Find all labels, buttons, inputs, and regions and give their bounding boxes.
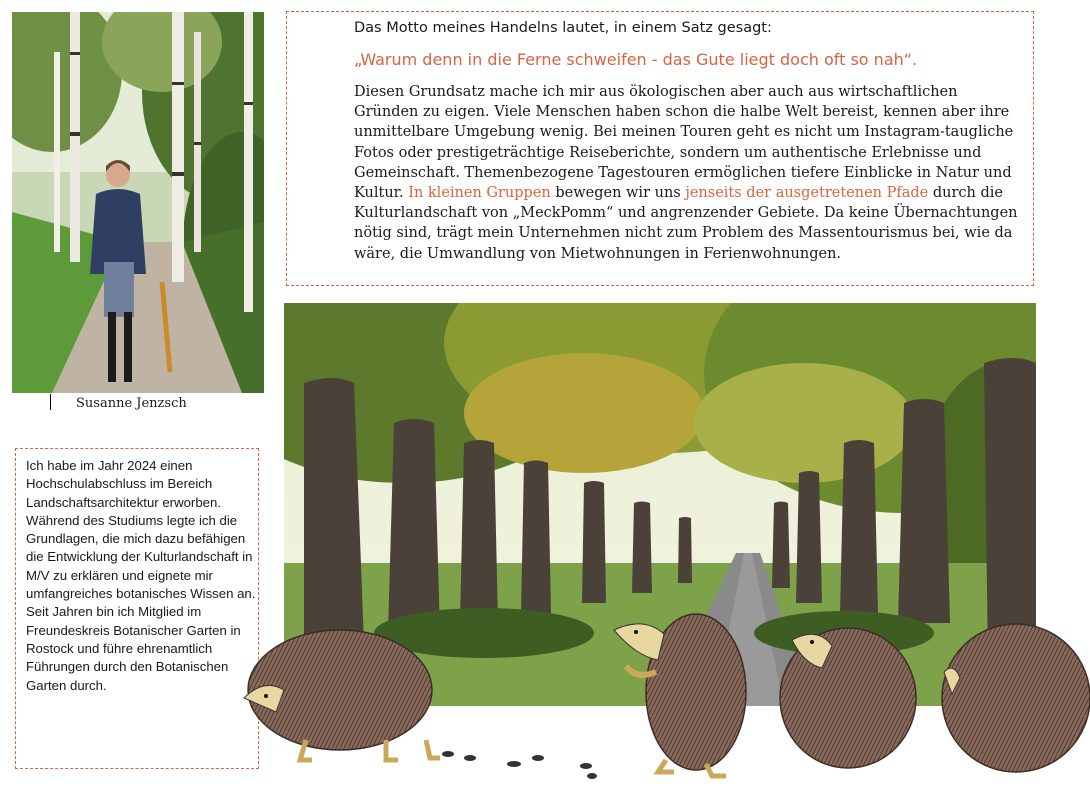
hedgehog-illustration <box>236 580 1090 789</box>
motto-intro: Das Motto meines Handelns lautet, in einem Satz gesagt: <box>354 20 772 36</box>
motto-body <box>354 82 1024 264</box>
bio-text <box>26 457 256 695</box>
motto-body-text: bewegen wir uns <box>550 185 686 202</box>
highlight-small-groups: In kleinen Gruppen <box>408 185 551 202</box>
bio-paragraph-education: Ich habe im Jahr 2024 einen Hochschulabschluss im Bereich Landschaftsarchitektur erworben. Während des Studiums legte ich die Grundlagen, die mich dazu befähigen die Entwicklung der Kulturlandschaft in M/V zu erklären und eignete mir umfangreiches botanisches Wissen an. <box>26 458 256 602</box>
motto-box <box>286 11 1034 286</box>
bio-box <box>15 448 259 769</box>
motto-quote: „Warum denn in die Ferne schweifen - das Gute liegt doch oft so nah“. <box>354 50 918 69</box>
motto-body-text: durch die Kulturlandschaft von „MeckPomm“ und angrenzender Gebiete. Da keine Übernachtungen nötig sind, trägt mein Unternehmen nicht zum Problem des Massentourismus bei, wie da wäre, die Umwandlung von Mietwohnungen in Ferienwohnungen. <box>354 185 1018 262</box>
bio-paragraph-membership: Seit Jahren bin ich Mitglied im Freundeskreis Botanischer Garten in Rostock und führe ehrenamtlich Führungen durch den Botanischen Garten durch. <box>26 604 241 693</box>
motto-body-text: Diesen Grundsatz mache ich mir aus ökologischen aber auch aus wirtschaftlichen Gründen zu eigen. Viele Menschen haben schon die halbe Welt bereist, kennen aber ihre unmittelbare Umgebung wenig. Bei meinen Touren geht es nicht um Instagram-taugliche Fotos oder prestigeträchtige Reiseberichte, sondern um authentische Erlebnisse und Gemeinschaft. Themenbezogene Tagestouren ermöglichen tiefere Einblicke in Natur und Kultur. <box>354 84 1014 202</box>
highlight-off-beaten-path: jenseits der ausgetretenen Pfade <box>685 185 929 202</box>
portrait-photo <box>12 12 264 393</box>
portrait-caption: Susanne Jenzsch <box>76 396 187 411</box>
caption-marker <box>50 394 51 410</box>
